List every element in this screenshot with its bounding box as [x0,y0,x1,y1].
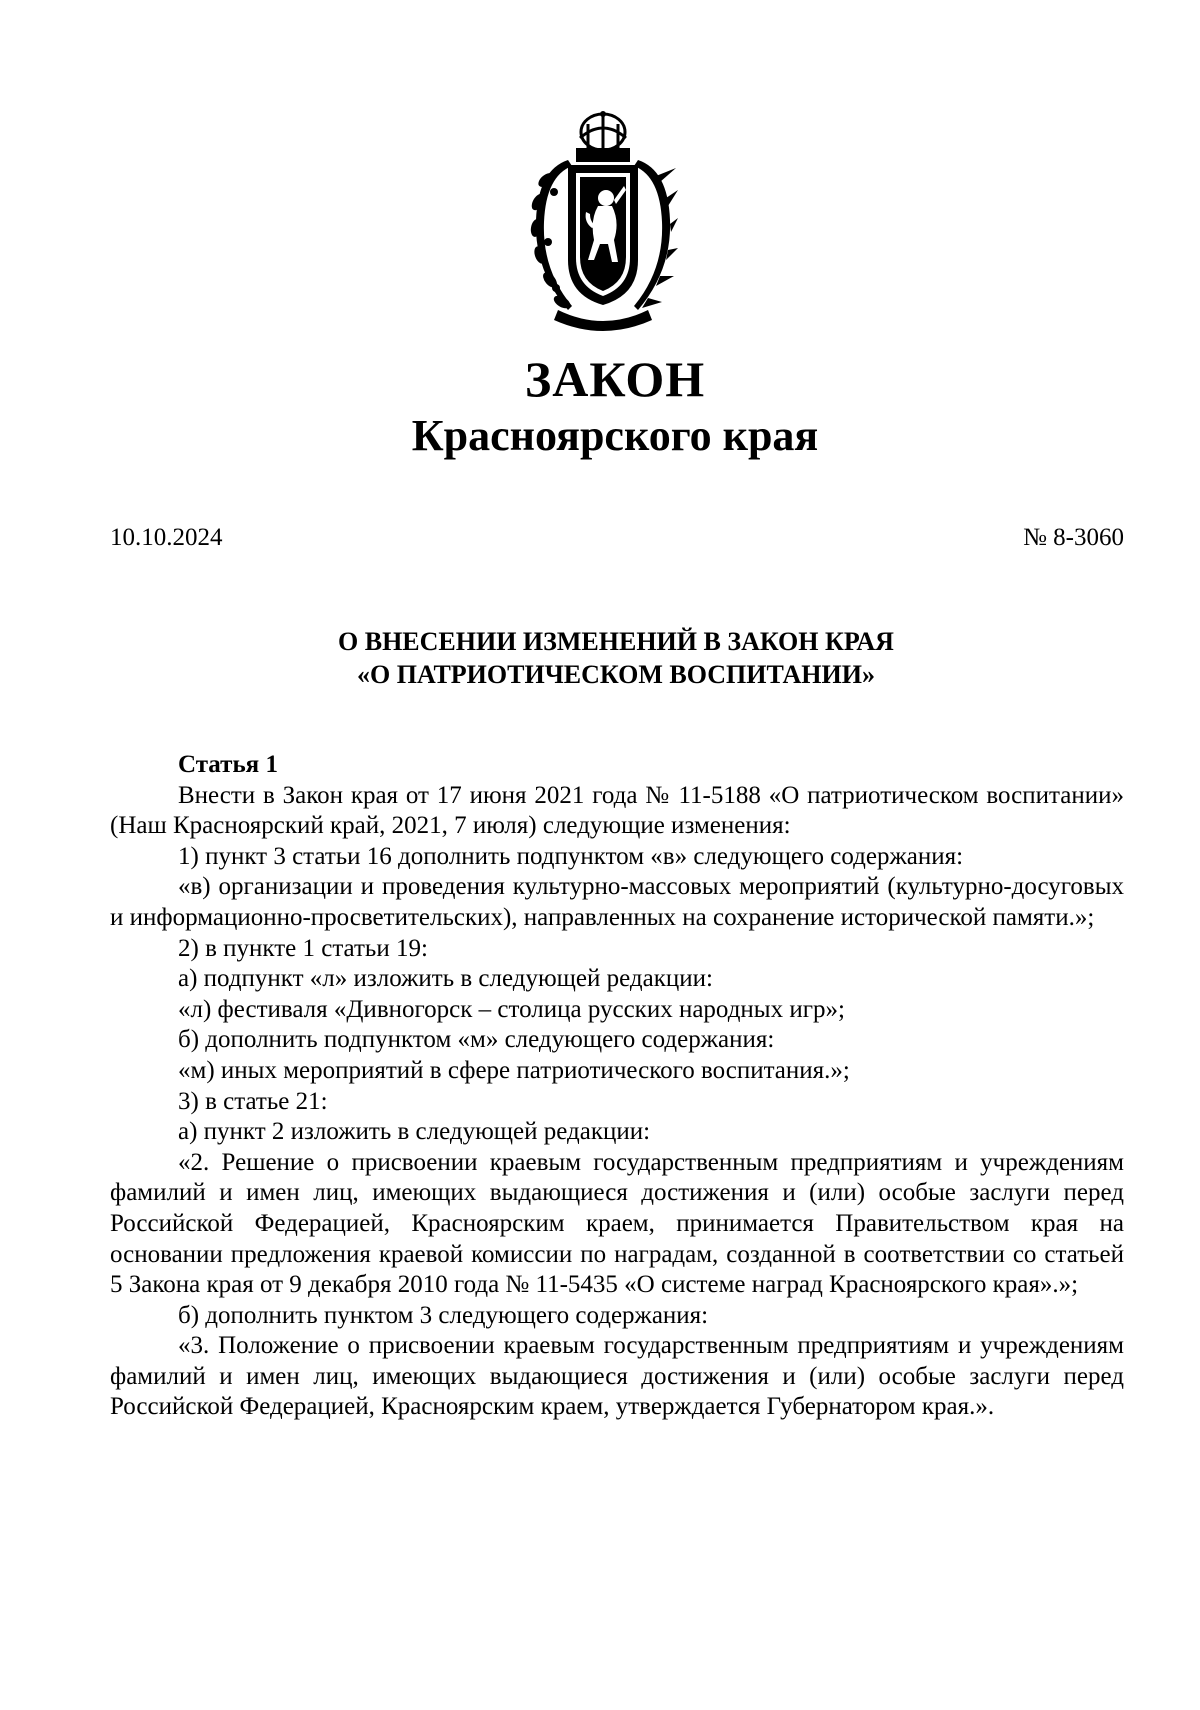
document-title: ЗАКОН [524,351,706,407]
article-paragraph: Внести в Закон края от 17 июня 2021 года № 11-5188 «О патриотическом воспитании» (Наш Красноярский край, 2021, 7 июля) следующие изменения: [110,781,1124,840]
article-paragraph: а) подпункт «л» изложить в следующей редакции: [178,965,713,993]
law-body [110,750,1124,1423]
article-paragraph: «2. Решение о присвоении краевым государственным предприятиям и учреждениям фамилий и имен лиц, имеющих выдающиеся достижения и (или) особые заслуги перед Российской Федерацией, Красноярским краем, принимается Правительством края на основании предложения краевой комиссии по наградам, созданной в соответствии со статьей 5 Закона края от 9 декабря 2010 года № 11-5435 «О системе наград Красноярского края».»; [110,1148,1124,1299]
article-paragraph: «3. Положение о присвоении краевым государственным предприятиям и учреждениям фамилий и имен лиц, имеющих выдающиеся достижения и (или) особые заслуги перед Российской Федерацией, Красноярским краем, утверждается Губернатором края.». [110,1332,1124,1421]
document-subtitle: Красноярского края [411,411,819,460]
coat-of-arms-emblem [528,110,678,335]
article-paragraph: 1) пункт 3 статьи 16 дополнить подпунктом «в» следующего содержания: [178,842,964,870]
article-paragraph: «л) фестиваля «Дивногорск – столица русских народных игр»; [178,995,845,1023]
article-paragraph: «м) иных мероприятий в сфере патриотического воспитания.»; [178,1056,850,1084]
article-paragraph: 2) в пункте 1 статьи 19: [178,934,428,962]
law-number: № 8-3060 [1023,524,1124,551]
article-paragraph: «в) организации и проведения культурно-массовых мероприятий (культурно-досуговых и информационно-просветительских), направленных на сохранение исторической памяти.»; [110,873,1124,931]
law-heading [0,625,1200,691]
law-heading-line-1: О ВНЕСЕНИИ ИЗМЕНЕНИЙ В ЗАКОН КРАЯ [338,627,894,656]
article-paragraph: б) дополнить пунктом 3 следующего содержания: [178,1301,709,1329]
article-paragraph: 3) в статье 21: [178,1087,328,1115]
article-title: Статья 1 [178,751,278,778]
law-date: 10.10.2024 [110,524,223,551]
article-paragraph: б) дополнить подпунктом «м» следующего содержания: [178,1026,775,1054]
article-paragraph: а) пункт 2 изложить в следующей редакции: [178,1118,651,1146]
law-heading-line-2: «О ПАТРИОТИЧЕСКОМ ВОСПИТАНИИ» [357,660,875,689]
